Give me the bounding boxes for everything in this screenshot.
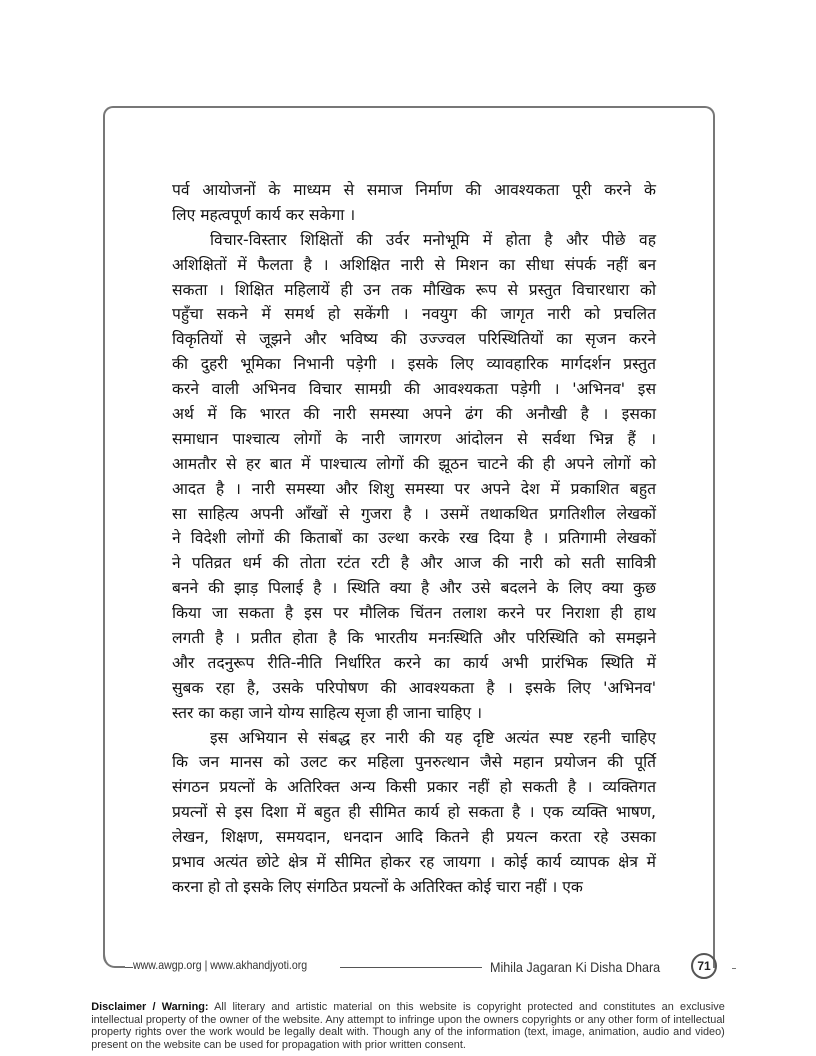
text-line: पहुँचा सकने में समर्थ हो सकेंगी । नवयुग की जागृत नारी को प्रचलित: [172, 305, 656, 324]
text-line: कि जन मानस को उलट कर महिला पुनरुत्थान जैसे महान प्रयोजन की पूर्ति: [172, 753, 656, 772]
text-line: विकृतियों से जूझने और भविष्य की उज्ज्वल परिस्थितियों का सृजन करने: [172, 330, 656, 349]
text-line: सकता । शिक्षित महिलायें ही उन तक मौखिक रूप से प्रस्तुत विचारधारा को: [172, 280, 656, 299]
divider: [732, 968, 736, 969]
text-line: करना हो तो इसके लिए संगठित प्रयत्नों के अतिरिक्त कोई चारा नहीं । एक: [172, 877, 583, 896]
text-line: आदत है । नारी समस्या और शिशु समस्या पर अपने देश में प्रकाशित बहुत: [172, 479, 656, 498]
text-line: सुबक रहा है, उसके परिपोषण की आवश्यकता है । इसके लिए 'अभिनव': [172, 678, 656, 697]
text-line: अशिक्षितों में फैलता है । अशिक्षित नारी से मिशन का सीधा संपर्क नहीं बन: [172, 255, 656, 274]
page-border-corner: [103, 948, 125, 968]
text-line: विचार-विस्तार शिक्षितों की उर्वर मनोभूमि में होता है और पीछे वह: [210, 230, 656, 249]
text-line: समाधान पाश्चात्य लोगों के नारी जागरण आंदोलन से सर्वथा भिन्न हैं ।: [172, 429, 656, 448]
text-line: की दुहरी भूमिका निभानी पड़ेगी । इसके लिए व्यावहारिक मार्गदर्शन प्रस्तुत: [172, 355, 656, 374]
body-text: [172, 178, 656, 900]
text-line: ने विदेशी लोगों की किताबों का उल्था करके रख दिया है । प्रतिगामी लेखकों: [172, 529, 656, 548]
text-line: और तदनुरूप रीति-नीति निर्धारित करने का कार्य अभी प्रारंभिक स्थिति में: [172, 653, 656, 672]
text-line: लेखन, शिक्षण, समयदान, धनदान आदि कितने ही प्रयत्न करता रहे उसका: [172, 828, 656, 847]
text-line: अर्थ में कि भारत की नारी समस्या अपने ढंग की अनौखी है । इसका: [172, 405, 656, 424]
text-line: करने वाली अभिनव विचार सामग्री की आवश्यकता पड़ेगी । 'अभिनव' इस: [172, 380, 656, 399]
text-line: आमतौर से हर बात में पाश्चात्य लोगों की झूठन चाटने की ही अपने लोगों को: [172, 454, 656, 473]
footer-rule: [340, 967, 482, 968]
text-line: लिए महत्वपूर्ण कार्य कर सकेगा ।: [172, 205, 356, 224]
text-line: संगठन प्रयत्नों के अतिरिक्त अन्य किसी प्रकार नहीं हो सकती है । व्यक्तिगत: [172, 778, 656, 797]
disclaimer-label: Disclaimer / Warning:: [91, 1001, 209, 1013]
text-line: प्रभाव अत्यंत छोटे क्षेत्र में सीमित होकर रह जायगा । कोई कार्य व्यापक क्षेत्र में: [172, 853, 656, 872]
text-line: सा साहित्य अपनी आँखों से गुजरा है । उसमें तथाकथित प्रगतिशील लेखकों: [172, 504, 656, 523]
text-line: ने पतिव्रत धर्म की तोता रटंत रटी है और आज की नारी को सती सावित्री: [172, 554, 656, 573]
text-line: इस अभियान से संबद्ध हर नारी की यह दृष्टि अत्यंत स्पष्ट रहनी चाहिए: [210, 728, 656, 747]
book-title: Mihila Jagaran Ki Disha Dhara: [490, 959, 661, 975]
disclaimer-text: All literary and artistic material on this website is copyright protected and constitutes an exclusive intellectual property of the owner of the website. Any attempt to infringe upon the owners copyrights or any other form of intellectual property rights over the work would be legally dealt with. Though any of the information (text, image, animation, audio and video) present on the website can be used for propagation with prior written consent.: [91, 1001, 725, 1051]
disclaimer: [91, 1001, 725, 1051]
text-line: बनने की झाड़ पिलाई है । स्थिति क्या है और उसे बदलने के लिए क्या कुछ: [172, 579, 656, 598]
text-line: प्रयत्नों से इस दिशा में बहुत ही सीमित कार्य हो सकता है । एक व्यक्ति भाषण,: [172, 803, 656, 822]
footer-rule: [125, 967, 133, 968]
footer-websites: www.awgp.org | www.akhandjyoti.org: [133, 958, 308, 972]
text-line: पर्व आयोजनों के माध्यम से समाज निर्माण की आवश्यकता पूरी करने के: [172, 181, 656, 199]
text-line: किया जा सकता है इस पर मौलिक चिंतन तलाश करने पर निराशा ही हाथ: [172, 604, 656, 623]
text-line: स्तर का कहा जाने योग्य साहित्य सृजा ही जाना चाहिए ।: [172, 703, 483, 722]
page-number: 71: [691, 953, 717, 979]
text-line: लगती है । प्रतीत होता है कि भारतीय मनःस्थिति और परिस्थिति को समझने: [172, 629, 656, 648]
